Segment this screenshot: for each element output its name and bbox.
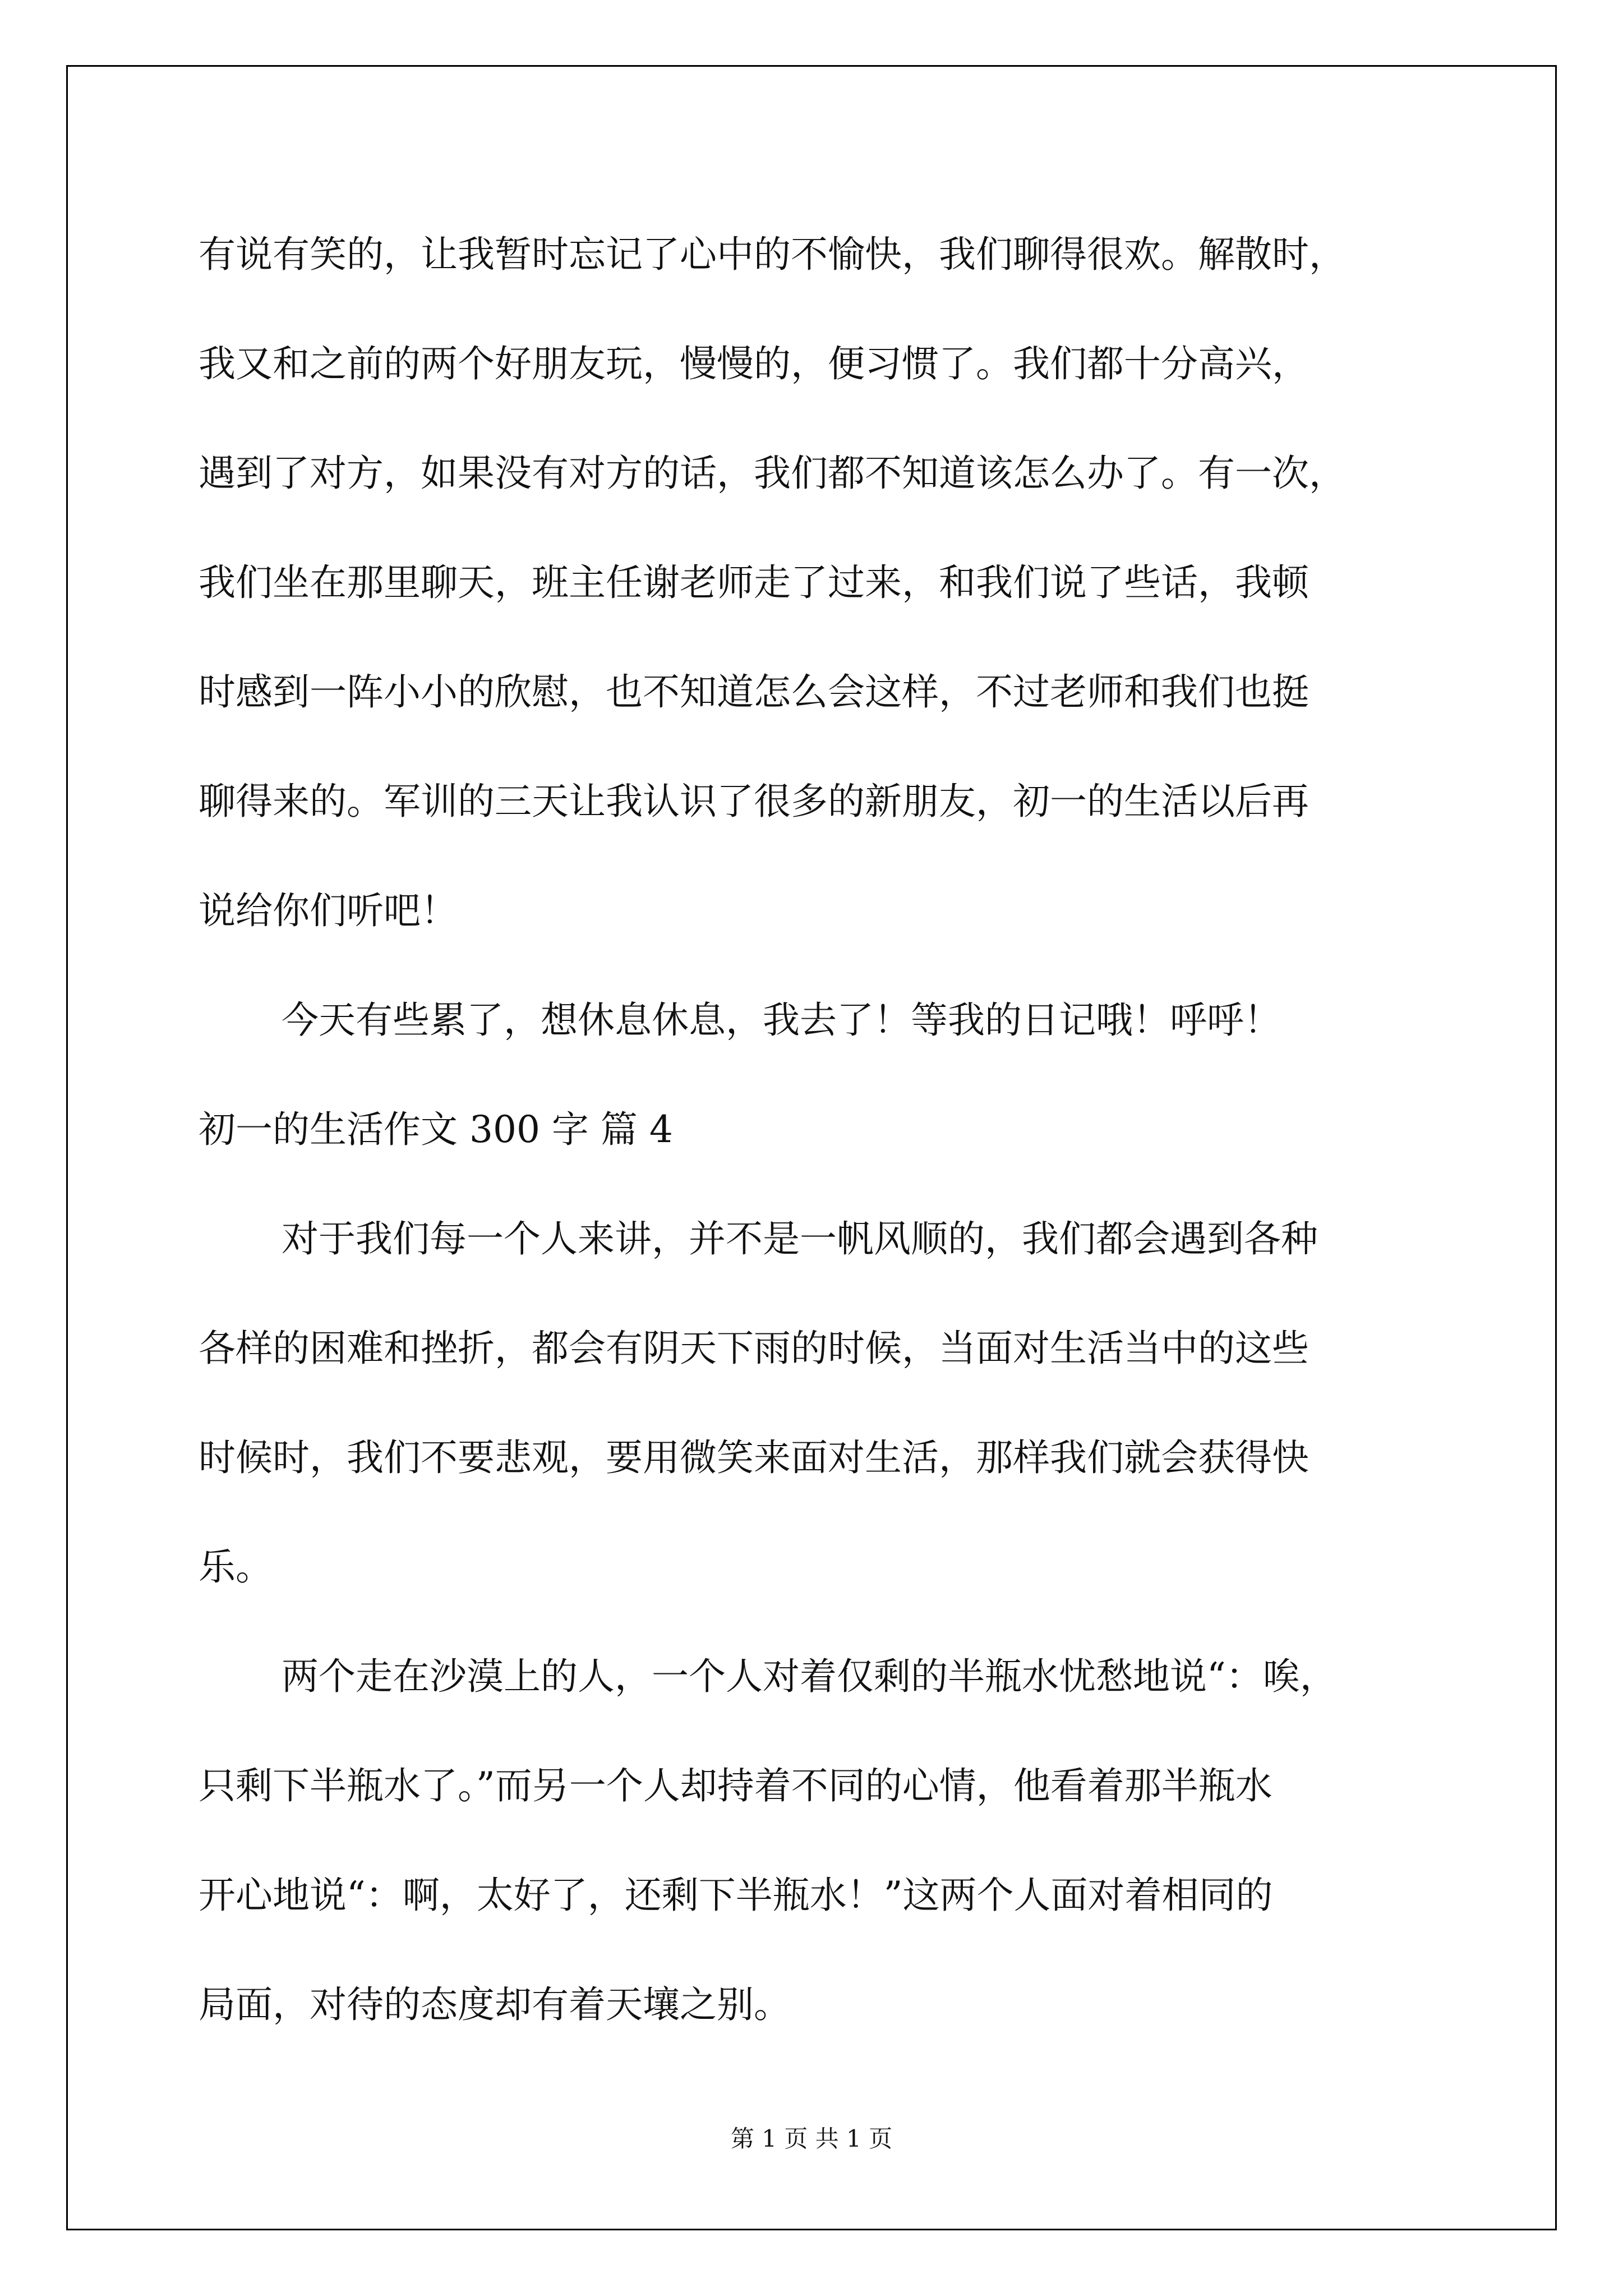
text-line: 我们坐在那里聊天，班主任谢老师走了过来，和我们说了些话，我顿 xyxy=(199,561,1309,604)
text-line: 我又和之前的两个好朋友玩，慢慢的，便习惯了。我们都十分高兴， xyxy=(199,342,1309,385)
paragraph-start: 今天有些累了，想休息休息，我去了！等我的日记哦！呼呼！ xyxy=(282,999,1281,1042)
text-line: 说给你们听吧！ xyxy=(199,889,458,932)
text-line: 聊得来的。军训的三天让我认识了很多的新朋友，初一的生活以后再 xyxy=(199,780,1309,823)
paragraph-start: 两个走在沙漠上的人，一个人对着仅剩的半瓶水忧愁地说“：唉， xyxy=(282,1655,1337,1698)
text-line: 有说有笑的，让我暂时忘记了心中的不愉快，我们聊得很欢。解散时， xyxy=(199,233,1346,276)
text-line: 时候时，我们不要悲观，要用微笑来面对生活，那样我们就会获得快 xyxy=(199,1436,1309,1479)
text-line: 遇到了对方，如果没有对方的话，我们都不知道该怎么办了。有一次， xyxy=(199,452,1346,495)
page-footer: 第 1 页 共 1 页 xyxy=(730,2125,893,2152)
text-line: 局面，对待的态度却有着天壤之别。 xyxy=(199,1983,791,2026)
text-line: 各样的困难和挫折，都会有阴天下雨的时候，当面对生活当中的这些 xyxy=(199,1327,1309,1370)
text-line: 只剩下半瓶水了。”而另一个人却持着不同的心情，他看着那半瓶水 xyxy=(199,1764,1272,1807)
paragraph-start: 对于我们每一个人来讲，并不是一帆风顺的，我们都会遇到各种 xyxy=(282,1217,1318,1260)
section-heading: 初一的生活作文 300 字 篇 4 xyxy=(199,1108,673,1151)
text-line: 乐。 xyxy=(199,1545,273,1589)
text-line: 开心地说“：啊，太好了，还剩下半瓶水！”这两个人面对着相同的 xyxy=(199,1874,1273,1917)
text-line: 时感到一阵小小的欣慰，也不知道怎么会这样，不过老师和我们也挺 xyxy=(199,670,1309,714)
